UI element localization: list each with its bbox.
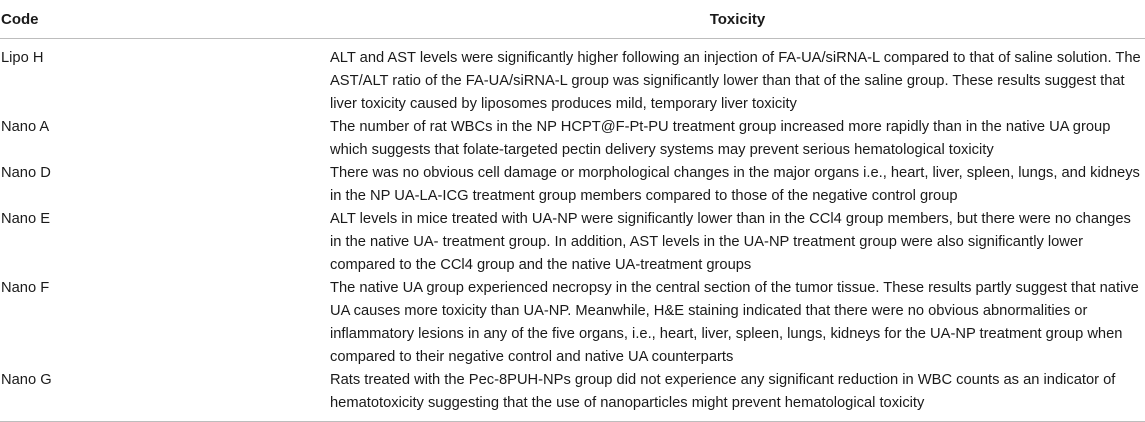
table-row: [0, 116, 1145, 162]
toxicity-cell: [330, 39, 1145, 117]
toxicity-line: Rats treated with the Pec-8PUH-NPs group did not experience any significant reduction in WBC counts as an indicator of: [330, 372, 1116, 388]
column-header-code: Code: [0, 0, 330, 39]
toxicity-line: UA causes more toxicity than UA-NP. Meanwhile, H&E staining indicated that there were no obvious abnormalities or: [330, 303, 1088, 319]
code-cell: Nano F: [1, 280, 50, 296]
table-row: [0, 208, 1145, 277]
toxicity-cell: [330, 162, 1145, 208]
toxicity-line: The number of rat WBCs in the NP HCPT@F-Pt-PU treatment group increased more rapidly than in the native UA group: [330, 119, 1111, 135]
toxicity-line: in the NP UA-LA-ICG treatment group members compared to those of the negative control group: [330, 188, 958, 204]
toxicity-line: ALT levels in mice treated with UA-NP were significantly lower than in the CCl4 group members, but there were no changes: [330, 211, 1131, 227]
toxicity-line: compared to their negative control and native UA counterparts: [330, 349, 734, 365]
code-cell: Nano A: [1, 119, 50, 135]
table-row: [0, 162, 1145, 208]
column-header-toxicity: Toxicity: [330, 0, 1145, 39]
toxicity-line: There was no obvious cell damage or morphological changes in the major organs i.e., heart, liver, spleen, lungs, and kidneys: [330, 165, 1140, 181]
toxicity-line: ALT and AST levels were significantly higher following an injection of FA-UA/siRNA-L compared to that of saline solution. The: [330, 50, 1141, 66]
table-row: [0, 277, 1145, 369]
toxicity-line: which suggests that folate-targeted pectin delivery systems may prevent serious hematological toxicity: [330, 142, 994, 158]
toxicity-line: liver toxicity caused by liposomes produces mild, temporary liver toxicity: [330, 96, 797, 112]
code-cell: Nano G: [0, 369, 330, 422]
header-row: [0, 0, 1145, 39]
toxicity-line: compared to the CCl4 group and the native UA-treatment groups: [330, 257, 752, 273]
toxicity-line: The native UA group experienced necropsy in the central section of the tumor tissue. These results partly suggest that native: [330, 280, 1139, 296]
code-cell: Lipo H: [1, 50, 44, 66]
table-row: [0, 39, 1145, 117]
toxicity-cell: [330, 277, 1145, 369]
toxicity-cell: [330, 208, 1145, 277]
code-cell: Nano D: [1, 165, 51, 181]
code-cell: Nano E: [1, 211, 50, 227]
table-row: [0, 369, 1145, 422]
table-header: [0, 0, 1145, 39]
toxicity-cell: [330, 369, 1145, 422]
toxicity-line: AST/ALT ratio of the FA-UA/siRNA-L group was significantly lower than that of the saline group. These results suggest that: [330, 73, 1125, 89]
toxicity-line: hematotoxicity suggesting that the use of nanoparticles might prevent hematological toxicity: [330, 395, 925, 411]
table-body: [0, 39, 1145, 422]
toxicity-cell: [330, 116, 1145, 162]
toxicity-line: in the native UA- treatment group. In addition, AST levels in the UA-NP treatment group were also significantly lower: [330, 234, 1083, 250]
toxicity-line: inflammatory lesions in any of the five organs, i.e., heart, liver, spleen, lungs, kidneys for the UA-NP treatment group when: [330, 326, 1123, 342]
